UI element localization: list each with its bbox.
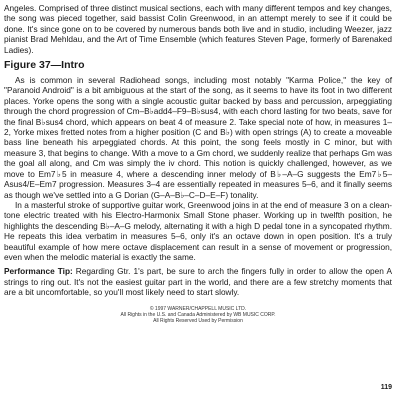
page-number: 119 [380,384,392,391]
copyright-notice [4,306,392,324]
figure-heading: Figure 37—Intro [4,59,85,72]
document-page [4,3,392,324]
performance-tip [4,266,392,297]
copyright-line-2: All Rights in the U.S. and Canada Administered by WB MUSIC CORP. [120,311,276,318]
body-paragraph-2: In a masterful stroke of supportive guitar work, Greenwood joins in at the end of measure 3 on a clean-tone electric treated with his Electro-Harmonix Small Stone phaser. Working up in twelfth position, he highlights the descending B♭–A–G melody, alternating it with a high D pedal tone in a syncopated rhythm. He repeats this idea verbatim in measures 5–6, only it's an octave down in open position. It's a truly beautiful example of how mere octave displacement can result in a sense of movement or progression, even when the melodic material is exactly the same. [4,199,392,262]
performance-tip-text: Regarding Gtr. 1's part, be sure to arch the fingers fully in order to allow the open A strings to ring out. It's not the easiest guitar part in the world, and there are a few stretchy moments that are a bit uncomfortable, so you'll most likely need to start slowly. [4,266,392,298]
intro-paragraph: Angeles. Comprised of three distinct musical sections, each with many different tempos and key changes, the song was pieced together, said bassist Colin Greenwood, in an attempt merely to see if it could be done. It's since gone on to be covered by numerous bands both live and in studio, including Weezer, jazz pianist Brad Mehldau, and the Art of Time Ensemble (which features Steven Page, formerly of Barenaked Ladies). [4,3,392,55]
performance-tip-label: Performance Tip: [4,266,73,277]
body-paragraph-1: As is common in several Radiohead songs, including most notably "Karma Police," the key of "Paranoid Android" is a bit ambiguous at the start of the song, as it seems to have its foot in two different places. Yorke opens the song with a single acoustic guitar backed by bass and percussion, arpeggiating through the chord progression of Cm–B♭add4–F9–B♭sus4, with each chord lasting for two beats, save for the final B♭sus4 chord, which appears on beat 4 of measure 2. Take special note of how, in measures 1–2, Yorke mixes fretted notes from a higher position (C and B♭) with open strings (A) to create a moveable bass line beneath his arpeggiated chords. At this point, the song feels mostly in C minor, but with measure 3, that begins to change. With a move to a Gm chord, we suddenly realize that perhaps Gm was the goal all along, and Cm was simply the iv chord. This notion is quickly challenged, however, as we move to Em7♭5 in measure 4, where a descending inner melody of B♭–A–G suggests the Em7♭5–Asus4/E–Em7 progression. Measures 3–4 are essentially repeated in measures 5–6, and it finally seems as though we've settled into a G Dorian (G–A–B♭–C–D–E–F) tonality. [4,75,392,200]
copyright-line-3: All Rights Reserved Used by Permission [153,317,243,324]
copyright-line-1: © 1997 WARNER/CHAPPELL MUSIC LTD. [149,305,247,312]
